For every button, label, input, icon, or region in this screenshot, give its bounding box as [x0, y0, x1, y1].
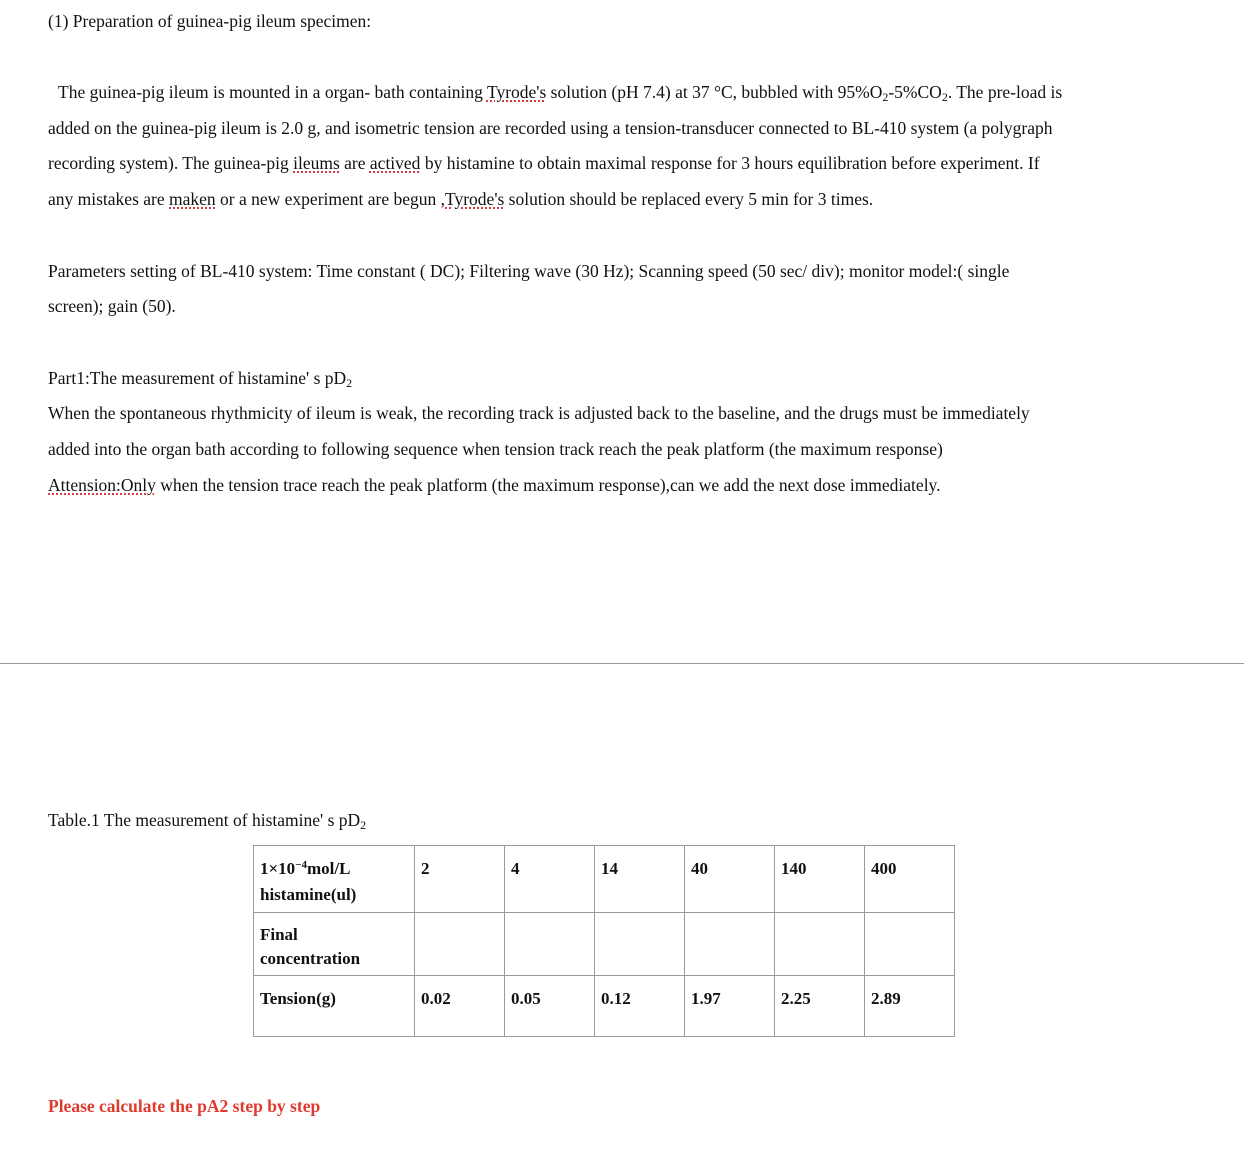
para2-line1: Parameters setting of BL-410 system: Time constant ( DC); Filtering wave (30 Hz); Scanning speed (50 sec/ div); monitor model:( single [48, 261, 1010, 281]
histamine-table [253, 845, 955, 1037]
spell-check-word: Attension:Only [48, 475, 156, 495]
section-heading: (1) Preparation of guinea-pig ileum specimen: [48, 11, 372, 31]
para1-line2: added on the guinea-pig ileum is 2.0 g, and isometric tension are recorded using a tension-transducer connected to BL-410 system (a polygraph [48, 118, 1053, 138]
para1-line4: any mistakes are maken or a new experiment are begun ,Tyrode's solution should be replaced every 5 min for 3 times. [48, 189, 874, 209]
table-cell [415, 913, 505, 976]
part1-title: Part1:The measurement of histamine' s $pD_2$ [48, 368, 353, 390]
table-cell [685, 913, 775, 976]
part1-line1: When the spontaneous rhythmicity of ileum is weak, the recording track is adjusted back to the baseline, and the drugs must be immediately [48, 403, 1030, 423]
table-cell: 1.97 [685, 976, 775, 1037]
part1-attention: Attension:Only when the tension trace reach the peak platform (the maximum response),can we add the next dose immediately. [48, 475, 941, 495]
table-row [254, 846, 955, 913]
spell-check-word: Tyrode's [445, 189, 505, 209]
table-cell: 2.25 [775, 976, 865, 1037]
table-row [254, 976, 955, 1037]
row-label-final-concentration: Final concentration [254, 913, 415, 976]
question-text: Please calculate the pA2 step by step [48, 1096, 321, 1116]
spell-check-word: actived [369, 153, 421, 173]
table-row [254, 913, 955, 976]
spell-check-word: maken [169, 189, 216, 209]
para1-line3: recording system). The guinea-pig ileums are actived by histamine to obtain maximal response for 3 hours equilibration before experiment. If [48, 153, 1040, 173]
table-cell: 40 [685, 846, 775, 913]
table-cell [775, 913, 865, 976]
page-divider [0, 663, 1244, 664]
row-label-histamine: $1\times 10^{-4}mol/L$ histamine(ul) [254, 846, 415, 913]
spell-check-word: Tyrode's [486, 82, 547, 102]
table-cell: 4 [505, 846, 595, 913]
table-cell: 400 [865, 846, 955, 913]
part1-line2: added into the organ bath according to following sequence when tension track reach the peak platform (the maximum response) [48, 439, 943, 459]
table-cell: 140 [775, 846, 865, 913]
para1-line1: The guinea-pig ileum is mounted in a organ- bath containing Tyrode's solution (pH 7.4) at 37 °C, bubbled with $95\%O_2-5\%CO_2$. The pre-load is [58, 82, 1063, 104]
table-caption: Table.1 The measurement of histamine' s $pD_2$ [48, 810, 367, 832]
table-cell [865, 913, 955, 976]
table-cell: 0.05 [505, 976, 595, 1037]
table-cell: 0.02 [415, 976, 505, 1037]
para2-line2: screen); gain (50). [48, 296, 176, 316]
table-cell: 2.89 [865, 976, 955, 1037]
table-cell: 14 [595, 846, 685, 913]
table-cell: 2 [415, 846, 505, 913]
spell-check-word: ileums [293, 153, 340, 173]
row-label-tension: Tension(g) [254, 976, 415, 1037]
table-cell [505, 913, 595, 976]
table-cell [595, 913, 685, 976]
table-cell: 0.12 [595, 976, 685, 1037]
